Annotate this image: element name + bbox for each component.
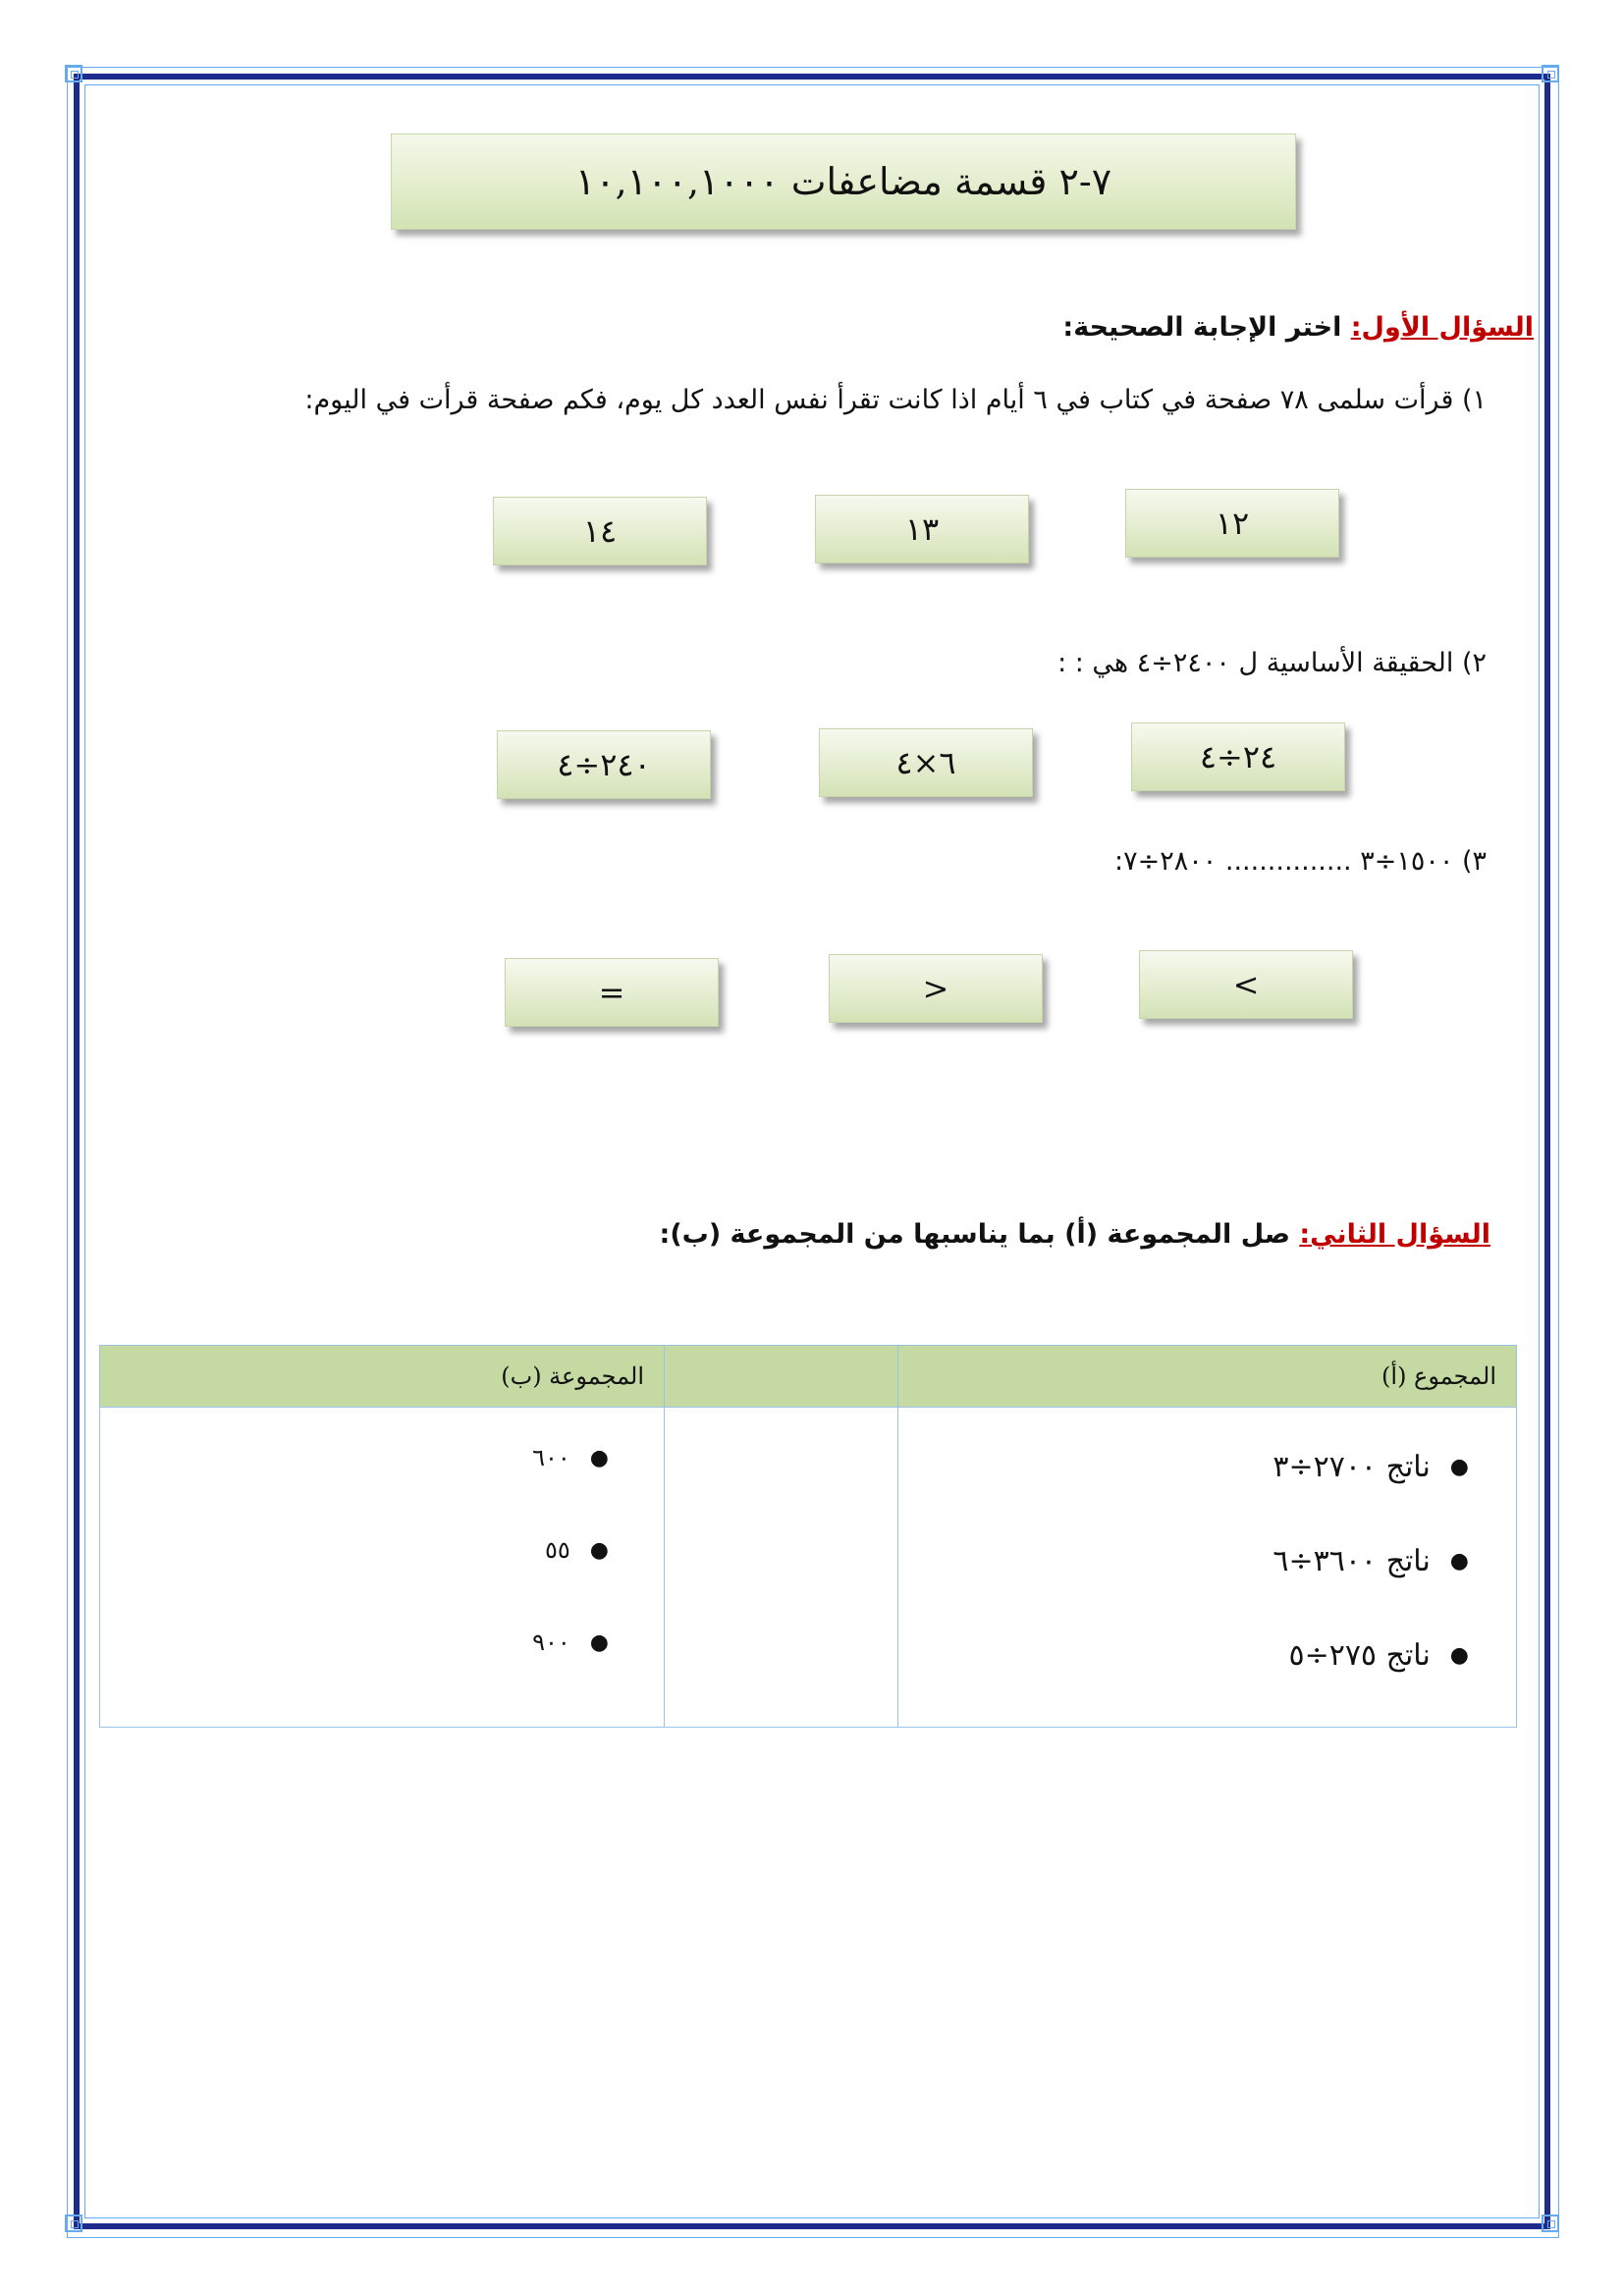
question-2-heading	[660, 1219, 1490, 1250]
bullet-icon: ●	[1449, 1548, 1469, 1574]
option-button[interactable]: <	[829, 954, 1043, 1023]
question-2-label: السؤال الثاني:	[1299, 1219, 1490, 1250]
group-a-item: ناتج ٣٦٠٠÷٦	[1272, 1543, 1431, 1578]
list-item	[898, 1514, 1516, 1608]
table-row	[100, 1408, 1517, 1728]
question-2-instruction: صل المجموعة (أ) بما يناسبها من المجموعة (ب):	[659, 1219, 1290, 1250]
option-button[interactable]: ١٣	[815, 495, 1029, 563]
group-b-cell	[100, 1408, 665, 1728]
list-item	[898, 1419, 1516, 1514]
bullet-icon: ●	[1449, 1454, 1469, 1479]
matching-table	[99, 1345, 1517, 1728]
group-a-item: ناتج ٢٧٥÷٥	[1288, 1637, 1431, 1673]
question-1-heading	[1062, 312, 1534, 343]
option-button[interactable]: ٢٤÷٤	[1131, 722, 1345, 791]
lesson-title	[391, 133, 1296, 230]
header-middle	[665, 1346, 898, 1408]
option-button[interactable]: ٦×٤	[819, 728, 1033, 797]
corner-ornament	[1542, 65, 1559, 82]
table-header-row	[100, 1346, 1517, 1408]
corner-ornament	[1542, 2215, 1559, 2232]
option-button[interactable]: =	[505, 958, 719, 1027]
header-group-a: المجموع (أ)	[898, 1346, 1517, 1408]
question-1-item-3: ٣) ١٥٠٠÷٣ ............... ٢٨٠٠÷٧:	[1114, 846, 1487, 877]
list-item	[100, 1412, 664, 1504]
group-a-item: ناتج ٢٧٠٠÷٣	[1272, 1449, 1431, 1484]
question-1-label: السؤال الأول:	[1350, 312, 1534, 343]
bullet-icon: ●	[1449, 1642, 1469, 1668]
question-1-item-1: ١) قرأت سلمى ٧٨ صفحة في كتاب في ٦ أيام اذا كانت تقرأ نفس العدد كل يوم، فكم صفحة قرأت في اليوم:	[304, 385, 1487, 415]
corner-ornament	[65, 2215, 82, 2232]
list-item	[100, 1596, 664, 1688]
group-a-cell	[898, 1408, 1517, 1728]
bullet-icon: ●	[589, 1537, 609, 1563]
question-1-instruction: اختر الإجابة الصحيحة:	[1062, 312, 1342, 343]
group-b-item: ٥٥	[545, 1536, 570, 1564]
bullet-icon: ●	[589, 1445, 609, 1470]
option-button[interactable]: ١٢	[1125, 489, 1339, 558]
lesson-title-text: ٧-٢ قسمة مضاعفات ١٠,١٠٠,١٠٠٠	[574, 160, 1112, 203]
option-button[interactable]: ٢٤٠÷٤	[497, 730, 711, 799]
list-item	[898, 1608, 1516, 1702]
option-button[interactable]: ١٤	[493, 497, 707, 565]
header-group-b: المجموعة (ب)	[100, 1346, 665, 1408]
question-1-item-2: ٢) الحقيقة الأساسية ل ٢٤٠٠÷٤ هي : :	[1057, 648, 1487, 678]
group-b-item: ٩٠٠	[532, 1629, 570, 1656]
corner-ornament	[65, 65, 82, 82]
list-item	[100, 1504, 664, 1596]
group-b-item: ٦٠٠	[532, 1444, 570, 1471]
option-button[interactable]: >	[1139, 950, 1353, 1019]
bullet-icon: ●	[589, 1629, 609, 1655]
connector-cell[interactable]	[665, 1408, 898, 1728]
